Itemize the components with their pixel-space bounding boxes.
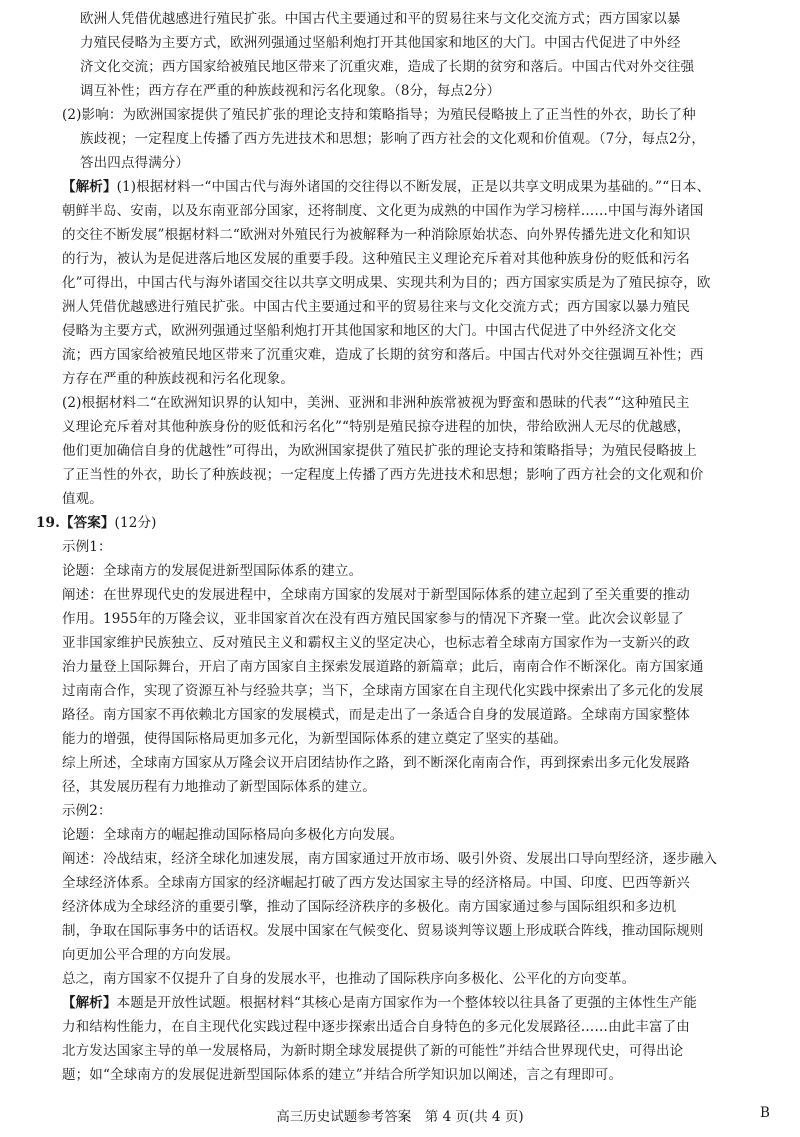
text-line: 制，争取在国际事务中的话语权。发展中国家在气候变化、贸易谈判等议题上形成联合阵线，推动国际规则 <box>62 923 704 939</box>
footer-title: 高三历史试题参考答案 第 4 页(共 4 页) <box>276 1109 524 1125</box>
text-line: 示例2： <box>62 803 112 819</box>
text-line: 全球经济体系。全球南方国家的经济崛起打破了西方发达国家主导的经济格局。中国、印度、巴西等新兴 <box>62 875 690 891</box>
text-line: 的行为，被认为是促进落后地区发展的重要手段。这种殖民主义理论充斥着对其他种族身份的贬低和污名 <box>62 251 690 267</box>
text-line: 流；西方国家给被殖民地区带来了沉重灾难，造成了长期的贫穷和落后。中国古代对外交往强调互补性；西 <box>62 347 704 363</box>
text-line: 他们更加确信自身的优越性”可得出，为欧洲国家提供了殖民扩张的理论支持和策略指导；为殖民侵略披上 <box>62 443 697 459</box>
answer-label: 【答案】 <box>59 515 115 531</box>
text-line: 族歧视；一定程度上传播了西方先进技术和思想；影响了西方社会的文化观和价值观。（7分，每点2分， <box>80 131 705 147</box>
text-line: 阐述：冷战结束，经济全球化加速发展，南方国家通过开放市场、吸引外资、发展出口导向型经济，逐步融入 <box>62 851 718 867</box>
question-number: 19. <box>36 515 60 531</box>
analysis-line: 【解析】(1)根据材料一“中国古代与海外诸国的交往得以不断发展，正是以共享文明成果为基础的。”“日本、 <box>62 179 711 195</box>
text-line: 化”可得出，中国古代与海外诸国交往以共享文明成果、实现共利为目的；西方国家实质是为了殖民掠夺，欧 <box>62 275 711 291</box>
text-line: 路径。南方国家不再依赖北方国家的发展模式，而是走出了一条适合自身的发展道路。全球南方国家整体 <box>62 707 690 723</box>
text-line: 方存在严重的种族歧视和污名化现象。 <box>62 371 295 387</box>
text-line: (2)影响：为欧洲国家提供了殖民扩张的理论支持和策略指导；为殖民侵略披上了正当性的外衣，助长了种 <box>62 107 696 123</box>
text-line: 论题：全球南方的崛起推动国际格局向多极化方向发展。 <box>62 827 404 843</box>
text-line: 过南南合作，实现了资源互补与经验共享；当下，全球南方国家在自主现代化实践中探索出了多元化的发展 <box>62 683 704 699</box>
text-line: 总之，南方国家不仅提升了自身的发展水平，也推动了国际秩序向多极化、公平化的方向变革。 <box>62 971 636 987</box>
text-line: 能力的增强，使得国际格局更加多元化，为新型国际体系的建立奠定了坚实的基础。 <box>62 731 568 747</box>
text-line: 朝鲜半岛、安南，以及东南亚部分国家，还将制度、文化更为成熟的中国作为学习榜样……中国与海外诸国 <box>62 203 704 219</box>
analysis-label: 【解析】 <box>62 995 117 1011</box>
text-line: 洲人凭借优越感进行殖民扩张。中国古代主要通过和平的贸易往来与文化交流方式；西方国家以暴力殖民 <box>62 299 690 315</box>
text-line: 示例1： <box>62 539 112 555</box>
text-line: 经济体成为全球经济的重要引擎，推动了国际经济秩序的多极化。南方国家通过参与国际组织和多边机 <box>62 899 677 915</box>
paper-version: B <box>760 1105 770 1121</box>
text-line: 了正当性的外衣，助长了种族歧视；一定程度上传播了西方先进技术和思想；影响了西方社会的文化观和价 <box>62 467 704 483</box>
text-line: 阐述：在世界现代史的发展进程中，全球南方国家的发展对于新型国际体系的建立起到了至关重要的推动 <box>62 587 690 603</box>
text-line: 答出四点得满分） <box>80 155 190 171</box>
text-line: (2)根据材料二“在欧洲知识界的认知中，美洲、亚洲和非洲种族常被视为野蛮和愚昧的代表”“这种殖民主 <box>62 395 690 411</box>
text-line: 作用。1955年的万隆会议，亚非国家首次在没有西方殖民国家参与的情况下齐聚一堂。此次会议彰显了 <box>62 611 684 627</box>
text-line: 向更加公平合理的方向发展。 <box>62 947 240 963</box>
text-line: 题；如“全球南方的发展促进新型国际体系的建立”并结合所学知识加以阐述，言之有理即可。 <box>62 1067 623 1083</box>
text-line: 北方发达国家主导的单一发展格局，为新时期全球发展提供了新的可能性”并结合世界现代史，可得出论 <box>62 1043 684 1059</box>
text-line: 济文化交流；西方国家给被殖民地区带来了沉重灾难，造成了长期的贫穷和落后。中国古代对外交往强 <box>80 59 695 75</box>
text-line: 值观。 <box>62 491 103 507</box>
text-line: 的交往不断发展”根据材料二“欧洲对外殖民行为被解释为一种消除原始状态、向外界传播先进文化和知识 <box>62 227 691 243</box>
text-line: 义理论充斥着对其他种族身份的贬低和污名化”“特别是殖民掠夺进程的加快，带给欧洲人无尽的优越感， <box>62 419 691 435</box>
text-line: 治力量登上国际舞台，开启了南方国家自主探索发展道路的新篇章；此后，南南合作不断深化。南方国家通 <box>62 659 704 675</box>
answer-line: 19.【答案】(12分) <box>36 515 157 531</box>
analysis-label: 【解析】 <box>62 179 117 195</box>
text-line: 侵略为主要方式，欧洲列强通过坚船利炮打开其他国家和地区的大门。中国古代促进了中外经济文化交 <box>62 323 677 339</box>
text-line: 力和结构性能力，在自主现代化实践过程中逐步探索出适合自身特色的多元化发展路径……由此丰富了由 <box>62 1019 690 1035</box>
text-line: 综上所述，全球南方国家从万隆会议开启团结协作之路，到不断深化南南合作，再到探索出多元化发展路 <box>62 755 690 771</box>
text-line: 欧洲人凭借优越感进行殖民扩张。中国古代主要通过和平的贸易往来与文化交流方式；西方国家以暴 <box>80 11 681 27</box>
text-line: 亚非国家维护民族独立、反对殖民主义和霸权主义的坚定决心，也标志着全球南方国家作为一支新兴的政 <box>62 635 690 651</box>
text-line: 径，其发展历程有力地推动了新型国际体系的建立。 <box>62 779 376 795</box>
analysis-line: 【解析】本题是开放性试题。根据材料“其核心是南方国家作为一个整体较以往具备了更强的主体性生产能 <box>62 995 697 1011</box>
text-line: 力殖民侵略为主要方式，欧洲列强通过坚船利炮打开其他国家和地区的大门。中国古代促进了中外经 <box>80 35 681 51</box>
text-line: 调互补性；西方存在严重的种族歧视和污名化现象。（8分，每点2分） <box>80 83 501 99</box>
text-line: 论题：全球南方的发展促进新型国际体系的建立。 <box>62 563 363 579</box>
